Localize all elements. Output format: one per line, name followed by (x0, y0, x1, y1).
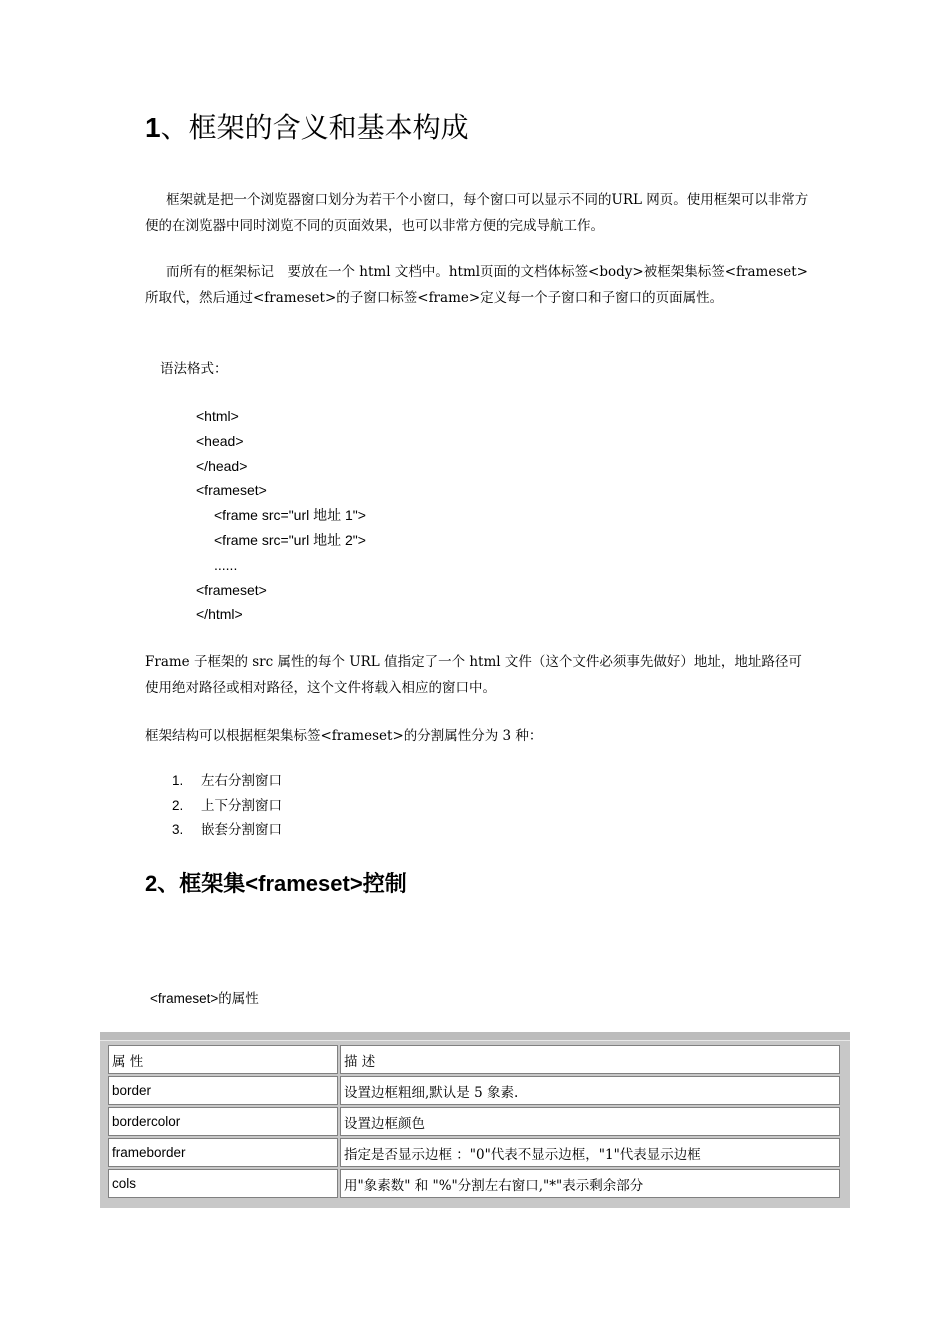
section-1-number: 1 (145, 112, 161, 143)
code-line: <frameset> (196, 581, 267, 598)
table-cell: cols (108, 1169, 338, 1198)
list-number: 3. (172, 822, 184, 837)
list-text: 嵌套分割窗口 (201, 822, 282, 838)
list-text: 左右分割窗口 (201, 773, 282, 789)
section-1-heading (145, 108, 469, 148)
code-line: <head> (196, 432, 244, 449)
section-2-title-post: 控制 (362, 871, 407, 897)
split-types-list (172, 769, 282, 843)
list-item (172, 794, 282, 819)
list-number: 1. (172, 773, 184, 788)
attributes-table-frame (100, 1032, 850, 1208)
section-2-heading (145, 867, 407, 901)
table-cell: frameborder (108, 1138, 338, 1167)
syntax-label: 语法格式： (160, 361, 228, 377)
code-line: <frame src="url 地址 1"> (214, 507, 366, 524)
table-caption (150, 986, 259, 1012)
table-row (108, 1076, 840, 1105)
code-line: ...... (214, 556, 238, 573)
table-cell: 指定是否显示边框 ："0"代表不显示边框，"1"代表显示边框 (340, 1138, 840, 1167)
section-1-title: 、框架的含义和基本构成 (160, 111, 469, 144)
frameset-paragraph: 而所有的框架标记 要放在一个 html 文档中。html页面的文档体标签<body>被框架集标签<frameset>所取代，然后通过<frameset>的子窗口标签<frame>定义每一个子窗口和子窗口的页面属性。 (145, 264, 808, 306)
section-2-title-pre: 、框架集 (157, 871, 246, 897)
table-cell: 设置边框粗细,默认是 5 象素. (340, 1076, 840, 1105)
table-header-cell: 属 性 (108, 1045, 338, 1074)
table-caption-text: <frameset>的属性 (150, 991, 259, 1006)
table-cell: 设置边框颜色 (340, 1107, 840, 1136)
table-header-cell: 描 述 (340, 1045, 840, 1074)
table-row (108, 1169, 840, 1198)
list-number: 2. (172, 797, 184, 813)
code-line: <frame src="url 地址 2"> (214, 531, 366, 548)
code-line: </html> (196, 606, 243, 623)
frameset-attributes-table (106, 1043, 842, 1200)
src-paragraph: Frame 子框架的 src 属性的每个 URL 值指定了一个 html 文件（这个文件必须事先做好）地址，地址路径可使用绝对路径或相对路径，这个文件将载入相应的窗口中。 (145, 654, 802, 696)
section-2-number: 2 (145, 871, 158, 896)
table-top-bar (100, 1032, 850, 1041)
code-line: <html> (196, 408, 239, 424)
table-cell: bordercolor (108, 1107, 338, 1136)
section-2-title-tag: <frameset> (245, 871, 363, 896)
table-row (108, 1138, 840, 1167)
code-line: <frameset> (196, 482, 267, 499)
code-line: </head> (196, 457, 248, 474)
list-item (172, 769, 282, 794)
syntax-code-block (196, 404, 366, 627)
table-row (108, 1107, 840, 1136)
table-cell: 用"象素数" 和 "%"分割左右窗口,"*"表示剩余部分 (340, 1169, 840, 1198)
table-header-row (108, 1045, 840, 1074)
split-types-intro: 框架结构可以根据框架集标签<frameset>的分割属性分为 3 种： (145, 728, 543, 744)
list-text: 上下分割窗口 (201, 797, 282, 814)
list-item (172, 818, 282, 843)
intro-paragraph: 框架就是把一个浏览器窗口划分为若干个小窗口，每个窗口可以显示不同的URL 网页。使用框架可以非常方便的在浏览器中同时浏览不同的页面效果，也可以非常方便的完成导航工作。 (145, 192, 809, 234)
table-cell: border (108, 1076, 338, 1105)
